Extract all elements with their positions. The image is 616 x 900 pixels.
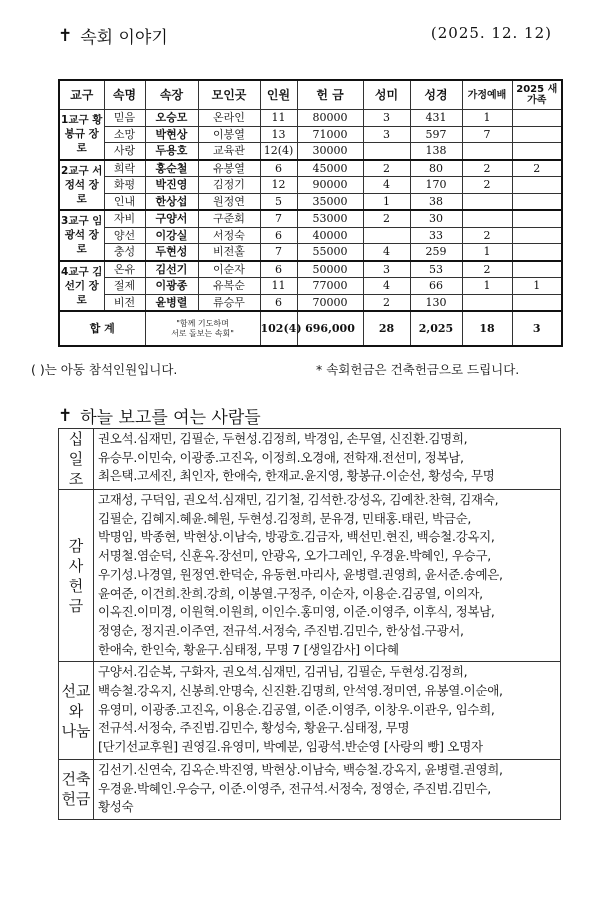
total-label: 합 계: [59, 311, 145, 346]
motto-line: 서로 돌보는 속회": [171, 328, 234, 338]
table-cell: 비전: [104, 294, 145, 311]
table-cell: 597: [410, 126, 462, 143]
names-list: [94, 759, 561, 819]
table-cell: 90000: [297, 177, 363, 194]
names-line: 김선기.신연숙, 김옥순.박진영, 박현상.이남숙, 백승철.강옥지, 윤병렬.권영희,: [98, 761, 503, 777]
table-cell: [512, 261, 562, 278]
names-line: 서명철.염순덕, 신훈옥.장선미, 안광옥, 오가그레인, 우경윤.박혜인, 우승구,: [98, 548, 491, 564]
table-row: [59, 294, 562, 311]
table-cell: 온라인: [198, 110, 260, 127]
table-cell: 4: [363, 244, 410, 261]
table-cell: 40000: [297, 227, 363, 244]
table-cell: 80: [410, 160, 462, 177]
table-row: [59, 193, 562, 210]
offering-category-row: [59, 490, 561, 662]
category-label-part: 십: [68, 430, 84, 448]
section1-header: [58, 23, 168, 48]
names-line: 유승무.이민숙, 이광종.고진옥, 이정희.오경애, 전학재.전선미, 정복남,: [98, 449, 464, 465]
offering-note: * 속회헌금은 건축헌금으로 드립니다.: [316, 362, 520, 377]
category-label-part: 나눔: [61, 721, 91, 740]
table-cell: 30: [410, 210, 462, 227]
names-line: 권오석.심재민, 김필순, 두현성.김정희, 박경임, 손무열, 신진환.김명희,: [98, 431, 468, 446]
table-cell: [512, 294, 562, 311]
table-cell: 교육관: [198, 143, 260, 160]
table-cell: 윤병렬: [145, 294, 198, 311]
table-cell: 이강실: [145, 227, 198, 244]
names-line: 고재성, 구덕임, 권오석.심재민, 김기철, 김석한.강성옥, 김예찬.찬혁, 김재숙,: [98, 492, 499, 507]
table-row: [59, 227, 562, 244]
total-bible: 2,025: [410, 311, 462, 346]
table-cell: 오승모: [145, 110, 198, 127]
table-cell: 2: [363, 210, 410, 227]
table-row: [59, 126, 562, 143]
table-cell: 7: [462, 126, 512, 143]
column-header: 가정예배: [462, 80, 512, 110]
table-cell: 1: [363, 193, 410, 210]
table-cell: 김선기: [145, 261, 198, 278]
offering-category-row: [59, 759, 561, 819]
table-cell: [462, 193, 512, 210]
table-row: [59, 177, 562, 194]
table-cell: [512, 126, 562, 143]
offering-category-row: [59, 662, 561, 760]
cell-group-summary-table: [58, 79, 563, 347]
table-cell: 5: [260, 193, 297, 210]
table-cell: 33: [410, 227, 462, 244]
column-header: 속장: [145, 80, 198, 110]
table-cell: 2: [462, 160, 512, 177]
table-cell: 소망: [104, 126, 145, 143]
table-cell: 30000: [297, 143, 363, 160]
table-cell: [363, 227, 410, 244]
names-line: 이옥진.이미경, 이원혁.이원희, 이인수.홍미영, 이준.이영주, 이후식, 정복남,: [98, 604, 495, 620]
table-cell: 13: [260, 126, 297, 143]
table-cell: 7: [260, 210, 297, 227]
column-header: 성미: [363, 80, 410, 110]
total-motto: [145, 311, 260, 346]
table-cell: 7: [260, 244, 297, 261]
table-cell: 2: [363, 294, 410, 311]
column-header: 교구: [59, 80, 104, 110]
category-label-part: 선교: [61, 681, 91, 700]
names-line: 윤여준, 이건희.찬희.강희, 이봉열.구정주, 이순자, 이용순.김공열, 이의자,: [98, 585, 483, 601]
category-label-part: 와: [68, 701, 84, 720]
names-line: 김필순, 김혜지.혜윤.혜원, 두현성.김정희, 문유경, 민태홍.태린, 박금순,: [98, 510, 472, 526]
total-people: 102(4): [260, 311, 297, 346]
table-cell: 35000: [297, 193, 363, 210]
table-cell: 구준회: [198, 210, 260, 227]
table-cell: 2: [363, 160, 410, 177]
table-cell: 6: [260, 227, 297, 244]
names-list: [94, 429, 561, 490]
table-cell: 55000: [297, 244, 363, 261]
names-list: [94, 490, 561, 662]
names-line: 황성숙: [98, 799, 134, 815]
table-cell: 사랑: [104, 143, 145, 160]
table-cell: 6: [260, 261, 297, 278]
cross-icon: ✝: [58, 25, 73, 46]
table-cell: 130: [410, 294, 462, 311]
table-cell: 유봉열: [198, 160, 260, 177]
table-cell: 11: [260, 110, 297, 127]
table-cell: 138: [410, 143, 462, 160]
column-header: 속명: [104, 80, 145, 110]
table-cell: 인내: [104, 193, 145, 210]
category-label-part: 일: [68, 450, 84, 468]
table-cell: 3: [363, 126, 410, 143]
table-cell: 11: [260, 278, 297, 295]
names-list: [94, 662, 561, 760]
table-cell: 양선: [104, 227, 145, 244]
table-cell: 77000: [297, 278, 363, 295]
table-row: [59, 110, 562, 127]
table-cell: 원정연: [198, 193, 260, 210]
total-worship: 18: [462, 311, 512, 346]
category-label: [59, 490, 94, 662]
table-cell: 절제: [104, 278, 145, 295]
cross-icon: ✝: [58, 405, 73, 426]
table-cell: 이봉열: [198, 126, 260, 143]
table-cell: 38: [410, 193, 462, 210]
table-cell: [512, 177, 562, 194]
table-cell: 희락: [104, 160, 145, 177]
region-cell: 4교구 김선기 장로: [59, 261, 104, 312]
names-line: 백승철.강옥지, 신봉희.안명숙, 신진환.김명희, 안석영.정미연, 유봉열.이순애,: [98, 683, 503, 699]
children-note: ( )는 아동 참석인원입니다.: [31, 362, 178, 377]
table-cell: [512, 244, 562, 261]
table-cell: 두현성: [145, 244, 198, 261]
table-cell: 유복순: [198, 278, 260, 295]
table-cell: 믿음: [104, 110, 145, 127]
category-label-part: 헌금: [61, 790, 91, 809]
column-header: 인원: [260, 80, 297, 110]
total-rice: 28: [363, 311, 410, 346]
region-cell: 2교구 서정석 장로: [59, 160, 104, 211]
names-line: 한애숙, 한인숙, 황윤구.심태정, 무명 7 [생일감사] 이다혜: [98, 641, 399, 657]
offering-names-table: [58, 428, 561, 820]
table-cell: 2: [462, 261, 512, 278]
table-cell: 충성: [104, 244, 145, 261]
table-cell: [512, 227, 562, 244]
table-cell: 170: [410, 177, 462, 194]
table-cell: 6: [260, 294, 297, 311]
names-line: 박명임, 박종현, 박현상.이남숙, 방광호.김금자, 백선민.현진, 백승철.강옥지,: [98, 529, 495, 545]
table-cell: 자비: [104, 210, 145, 227]
table-cell: 53000: [297, 210, 363, 227]
table-cell: 구양서: [145, 210, 198, 227]
names-line: 유영미, 이광종.고진옥, 이용순.김공열, 이준.이영주, 이창우.이관우, 임수희,: [98, 701, 495, 717]
total-row: [59, 311, 562, 346]
names-line: 최은택.고세진, 최인자, 한애숙, 한재교.윤지영, 황봉규.이순선, 황성숙, 무명: [98, 468, 495, 484]
category-label-part: 조: [68, 470, 84, 488]
total-offering: 696,000: [297, 311, 363, 346]
table-cell: 한상섭: [145, 193, 198, 210]
category-label-part: 사: [68, 556, 84, 575]
table-row: [59, 210, 562, 227]
table-cell: [512, 110, 562, 127]
table-cell: 4: [363, 177, 410, 194]
table-cell: 53: [410, 261, 462, 278]
table-cell: [512, 210, 562, 227]
names-line: [단기선교후원] 권영길.유영미, 박예분, 임광석.반순영 [사랑의 빵] 오명자: [98, 739, 483, 755]
table-cell: 3: [363, 110, 410, 127]
table-cell: 71000: [297, 126, 363, 143]
table-header-row: [59, 80, 562, 110]
category-label-part: 헌: [68, 576, 84, 595]
table-cell: 이광종: [145, 278, 198, 295]
table-cell: 박진영: [145, 177, 198, 194]
table-cell: 6: [260, 160, 297, 177]
category-label: [59, 429, 94, 490]
table-cell: [363, 143, 410, 160]
table-row: [59, 160, 562, 177]
total-new-family: 3: [512, 311, 562, 346]
table-cell: 259: [410, 244, 462, 261]
table-cell: 70000: [297, 294, 363, 311]
names-line: 우경윤.박혜인.우승구, 이준.이영주, 전규석.서정숙, 정영순, 주진범.김민수,: [98, 780, 491, 796]
category-label-part: 감: [68, 536, 84, 555]
column-header: 모인곳: [198, 80, 260, 110]
table-cell: 66: [410, 278, 462, 295]
names-line: 구양서.김순복, 구화자, 권오석.심재민, 김귀님, 김필순, 두현성.김정희,: [98, 664, 468, 680]
table-cell: [462, 143, 512, 160]
table-cell: 2: [462, 177, 512, 194]
table-cell: 두용호: [145, 143, 198, 160]
column-header: 성경: [410, 80, 462, 110]
table-row: [59, 278, 562, 295]
section1-title: 속회 이야기: [80, 28, 168, 48]
table-cell: 이순자: [198, 261, 260, 278]
table-cell: 12(4): [260, 143, 297, 160]
table-cell: 50000: [297, 261, 363, 278]
section2-header: [58, 403, 261, 428]
table-cell: 45000: [297, 160, 363, 177]
section1-date: (2025. 12. 12): [430, 24, 552, 42]
names-line: 전규석.서정숙, 주진범.김민수, 황성숙, 황윤구.심태정, 무명: [98, 720, 410, 736]
table-cell: 박현상: [145, 126, 198, 143]
section2-title: 하늘 보고를 여는 사람들: [80, 408, 261, 428]
table-cell: [512, 143, 562, 160]
category-label: [59, 662, 94, 760]
table-cell: [512, 193, 562, 210]
table-cell: 1: [462, 278, 512, 295]
category-label-part: 건축: [61, 770, 91, 789]
table-cell: 홍순철: [145, 160, 198, 177]
column-header: 2025 새가족: [512, 80, 562, 110]
names-line: 정영순, 정지권.이주연, 전규석.서정숙, 주진범.김민수, 한상섭.구광서,: [98, 622, 464, 638]
table-cell: 1: [462, 110, 512, 127]
table-cell: 류승무: [198, 294, 260, 311]
region-cell: 1교구 황봉규 장로: [59, 110, 104, 160]
region-cell: 3교구 임광석 장로: [59, 210, 104, 261]
table-row: [59, 244, 562, 261]
table-row: [59, 143, 562, 160]
table-cell: 비전홀: [198, 244, 260, 261]
column-header: 헌 금: [297, 80, 363, 110]
table-cell: 3: [363, 261, 410, 278]
category-label-part: 금: [68, 596, 84, 615]
table-row: [59, 261, 562, 278]
table-cell: 2: [512, 160, 562, 177]
table-cell: [462, 294, 512, 311]
table-cell: 80000: [297, 110, 363, 127]
table-cell: 1: [512, 278, 562, 295]
table-cell: 2: [462, 227, 512, 244]
table-cell: 4: [363, 278, 410, 295]
table-cell: 12: [260, 177, 297, 194]
offering-category-row: [59, 429, 561, 490]
table-cell: 431: [410, 110, 462, 127]
table-cell: 1: [462, 244, 512, 261]
motto-line: "함께 기도하며: [176, 318, 229, 328]
table-cell: 화평: [104, 177, 145, 194]
table-cell: 김정기: [198, 177, 260, 194]
table-cell: 서정숙: [198, 227, 260, 244]
table-cell: 온유: [104, 261, 145, 278]
table-cell: [462, 210, 512, 227]
category-label: [59, 759, 94, 819]
names-line: 우기성.나경열, 원정연.한덕순, 유동현.마리사, 윤병렬.권영희, 윤서준.송예은,: [98, 566, 503, 582]
